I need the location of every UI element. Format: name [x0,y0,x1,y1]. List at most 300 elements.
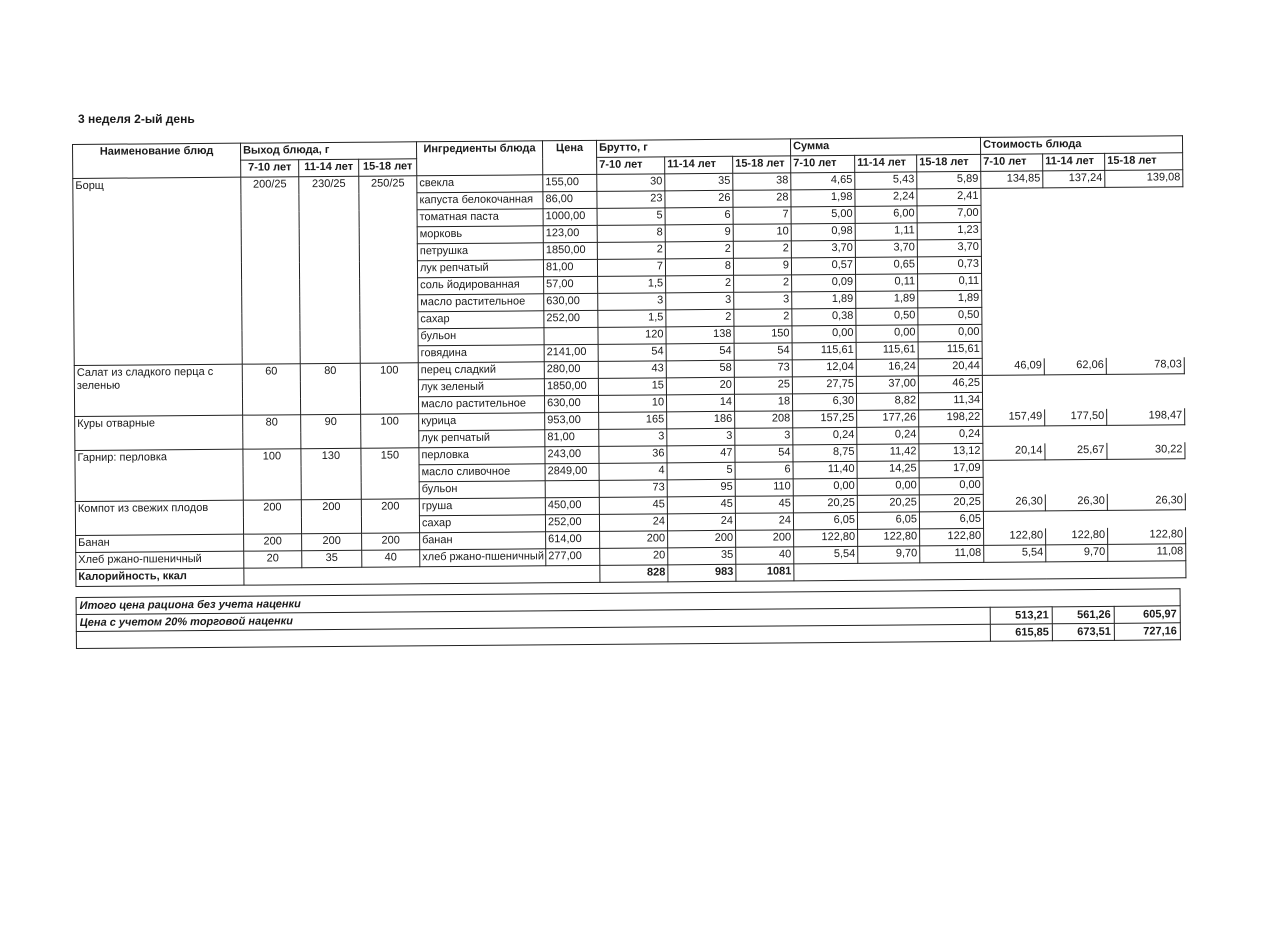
dish-cost: 25,67 [1045,442,1107,459]
dish-cost: 26,30 [1045,493,1107,510]
dish-name: Салат из сладкого перца с зеленью [74,364,242,416]
ingredient-sum: 115,61 [856,342,918,359]
ingredient-sum: 0,00 [919,477,983,495]
calories-spacer [244,565,600,585]
dish-name: Куры отварные [75,415,243,450]
dish-cost-spacer [1106,374,1184,392]
ingredient-sum: 0,98 [791,223,855,241]
ingredient-price: 450,00 [545,497,599,514]
ingredient-brutto: 7 [597,259,665,277]
ingredient-brutto: 150 [734,326,792,343]
ingredient-sum: 14,25 [857,461,919,478]
dish-cost-spacer [1107,391,1185,409]
ingredient-brutto: 165 [599,412,667,430]
ingredient-brutto: 73 [599,480,667,498]
dish-cost: 177,50 [1045,408,1107,425]
ingredient-brutto: 24 [735,513,793,530]
ingredient-brutto: 28 [733,190,791,207]
ingredient-brutto: 36 [599,446,667,464]
ingredient-brutto: 40 [736,547,794,564]
ingredient-sum: 11,08 [920,545,984,563]
ingredient-brutto: 9 [733,258,791,275]
calories-label: Калорийность, ккал [76,568,244,586]
dish-cost-spacer [1106,340,1184,358]
ingredient-brutto: 3 [734,292,792,309]
ingredient-sum: 20,25 [857,495,919,512]
ingredient-price: 1850,00 [543,242,597,259]
ingredient-name: соль йодированная [418,277,544,295]
ingredient-brutto: 47 [667,445,735,463]
ingredient-sum: 11,34 [918,392,982,410]
menu-table [72,135,1186,587]
dish-cost-spacer [1043,187,1105,204]
dish-cost-spacer [981,256,1043,273]
calories-value: 828 [600,565,668,583]
total-no-markup-11-14: 561,26 [1052,606,1114,623]
total-with-markup-15-18: 727,16 [1114,623,1180,641]
dish-cost-spacer [1106,323,1184,341]
ingredient-name: курица [419,413,545,431]
header-output-age-15-18: 15-18 лет [359,159,417,176]
dish-output: 35 [302,550,362,567]
header-output: Выход блюда, г [240,142,416,160]
ingredient-name: лук репчатый [417,260,543,278]
ingredient-name: петрушка [417,243,543,261]
ingredient-brutto: 2 [665,241,733,259]
ingredient-brutto: 110 [735,479,793,496]
dish-output: 150 [361,448,419,499]
dish-output: 230/25 [299,176,360,363]
ingredient-sum: 7,00 [917,205,981,223]
ingredient-sum: 6,30 [793,393,857,411]
ingredient-sum: 6,05 [857,512,919,529]
dish-cost: 9,70 [1046,544,1108,561]
ingredient-price: 252,00 [544,310,598,327]
calories-value: 983 [668,564,736,582]
dish-cost-spacer [1045,459,1107,476]
dish-output: 200/25 [241,177,300,364]
ingredient-name: говядина [418,345,544,363]
ingredient-brutto: 23 [597,191,665,209]
total-with-markup-11-14: 673,51 [1052,623,1114,640]
ingredient-sum: 0,50 [856,308,918,325]
dish-cost-spacer [983,392,1045,409]
ingredient-sum: 1,89 [792,291,856,309]
dish-cost: 198,47 [1107,408,1185,426]
dish-name: Компот из свежих плодов [75,500,243,535]
ingredient-brutto: 10 [733,224,791,241]
total-no-markup-label: Итого цена рациона без учета наценки [76,589,1180,615]
ingredient-sum: 0,24 [793,427,857,445]
dish-output: 90 [301,414,361,448]
dish-output: 100 [360,363,418,414]
dish-cost-spacer [1107,459,1185,477]
ingredient-price: 86,00 [543,191,597,208]
ingredient-brutto: 3 [735,428,793,445]
ingredient-sum: 9,70 [858,546,920,563]
ingredient-sum: 3,70 [917,239,981,257]
ingredient-brutto: 208 [735,411,793,428]
ingredient-sum: 16,24 [856,359,918,376]
dish-cost-spacer [1045,425,1107,442]
ingredient-name: бульон [419,481,545,499]
header-cost-age-7-10: 7-10 лет [981,154,1043,171]
dish-cost-spacer [1106,289,1184,307]
dish-output: 250/25 [359,176,418,363]
ingredient-brutto: 5 [667,462,735,480]
dish-cost-spacer [982,307,1044,324]
ingredient-price: 630,00 [544,293,598,310]
ingredient-sum: 5,89 [917,171,981,189]
ingredient-brutto: 54 [666,343,734,361]
ingredient-sum: 8,75 [793,444,857,462]
ingredient-sum: 122,80 [794,529,858,547]
dish-output: 200 [361,499,419,533]
dish-cost: 62,06 [1044,357,1106,374]
ingredient-brutto: 2 [734,275,792,292]
dish-name: Гарнир: перловка [75,449,243,501]
dish-cost-spacer [1044,272,1106,289]
ingredient-sum: 0,09 [792,274,856,292]
total-no-markup-7-10: 513,21 [990,607,1052,624]
page-title: 3 неделя 2-ый день [78,112,195,126]
dish-output: 200 [244,534,302,551]
ingredient-brutto: 45 [599,497,667,515]
header-brutto-age-7-10: 7-10 лет [597,157,665,175]
dish-cost-spacer [983,460,1045,477]
ingredient-brutto: 54 [735,445,793,462]
header-output-age-7-10: 7-10 лет [241,160,299,177]
header-brutto: Брутто, г [596,139,790,158]
dish-cost: 26,30 [983,494,1045,511]
header-dish-name: Наименование блюд [73,143,241,178]
ingredient-sum: 5,43 [855,172,917,189]
ingredient-name: капуста белокочанная [417,192,543,210]
ingredient-brutto: 18 [734,394,792,411]
dish-output: 40 [362,550,420,567]
ingredient-price: 243,00 [545,446,599,463]
ingredient-sum: 3,70 [855,240,917,257]
dish-cost-spacer [1044,340,1106,357]
header-output-age-11-14: 11-14 лет [299,159,359,176]
ingredient-brutto: 2 [666,309,734,327]
ingredient-brutto: 5 [597,208,665,226]
ingredient-brutto: 3 [667,428,735,446]
total-markup-label: Цена с учетом 20% торговой наценки [76,607,990,631]
calories-spacer [794,561,1186,581]
ingredient-brutto: 6 [735,462,793,479]
dish-cost: 157,49 [983,409,1045,426]
ingredient-brutto: 3 [599,429,667,447]
ingredient-brutto: 25 [734,377,792,394]
dish-name: Банан [76,534,244,552]
dish-cost: 11,08 [1108,544,1186,562]
header-sum-age-15-18: 15-18 лет [917,154,981,172]
menu-table-body [73,136,1186,587]
ingredient-brutto: 138 [666,326,734,344]
ingredient-sum: 0,00 [918,324,982,342]
ingredient-brutto: 54 [734,343,792,360]
ingredient-name: банан [420,532,546,550]
ingredient-name: масло растительное [418,294,544,312]
dish-cost-spacer [1044,306,1106,323]
ingredient-brutto: 2 [597,242,665,260]
ingredient-brutto: 186 [667,411,735,429]
ingredient-name: перловка [419,447,545,465]
dish-cost-spacer [1044,323,1106,340]
dish-cost-spacer [981,239,1043,256]
dish-output: 20 [244,551,302,568]
ingredient-name: свекла [417,175,543,193]
header-brutto-age-11-14: 11-14 лет [665,156,733,174]
dish-cost-spacer [1105,204,1183,222]
dish-cost-spacer [1105,221,1183,239]
header-brutto-age-15-18: 15-18 лет [733,156,791,173]
ingredient-sum: 1,23 [917,222,981,240]
ingredient-sum: 115,61 [918,341,982,359]
ingredient-brutto: 6 [665,207,733,225]
ingredient-brutto: 200 [736,530,794,547]
dish-cost: 26,30 [1107,493,1185,511]
dish-cost-spacer [1043,221,1105,238]
ingredient-price: 81,00 [543,259,597,276]
dish-cost: 46,09 [982,358,1044,375]
ingredient-brutto: 4 [599,463,667,481]
ingredient-price: 614,00 [546,531,600,548]
ingredient-sum: 20,25 [919,494,983,512]
dish-cost-spacer [1044,289,1106,306]
header-ingredients: Ингредиенты блюда [416,141,542,176]
total-with-markup-7-10: 615,85 [990,624,1052,641]
dish-cost: 78,03 [1106,357,1184,375]
ingredient-name: груша [419,498,545,516]
dish-cost-spacer [982,290,1044,307]
ingredient-price: 2141,00 [544,344,598,361]
header-cost-age-11-14: 11-14 лет [1043,153,1105,170]
dish-cost: 122,80 [984,528,1046,545]
ingredient-brutto: 2 [733,241,791,258]
header-sum: Сумма [790,137,980,155]
header-cost: Стоимость блюда [981,136,1183,155]
dish-output: 100 [361,414,419,448]
ingredient-sum: 17,09 [919,460,983,478]
ingredient-sum: 1,89 [856,291,918,308]
ingredient-sum: 0,11 [918,273,982,291]
ingredient-sum: 46,25 [918,375,982,393]
dish-cost-spacer [983,511,1045,528]
dish-cost-spacer [981,188,1043,205]
ingredient-brutto: 54 [598,344,666,362]
dish-cost-spacer [1045,391,1107,408]
ingredient-price: 155,00 [543,174,597,191]
ingredient-sum: 11,40 [793,461,857,479]
ingredient-sum: 6,05 [793,512,857,530]
dish-cost: 20,14 [983,443,1045,460]
dish-cost-spacer [1107,476,1185,494]
ingredient-sum: 0,11 [856,274,918,291]
ingredient-price [544,327,598,344]
dish-output: 80 [300,363,360,414]
ingredient-price: 57,00 [544,276,598,293]
ingredient-brutto: 2 [666,275,734,293]
ingredient-sum: 3,70 [791,240,855,258]
ingredient-brutto: 20 [600,548,668,566]
ingredient-name: масло сливочное [419,464,545,482]
ingredient-sum: 198,22 [919,409,983,427]
ingredient-sum: 0,00 [857,478,919,495]
ingredient-brutto: 1,5 [598,276,666,294]
dish-cost-spacer [1106,306,1184,324]
dish-cost-spacer [981,205,1043,222]
ingredient-brutto: 8 [597,225,665,243]
dish-cost: 137,24 [1043,170,1105,187]
ingredient-brutto: 200 [600,531,668,549]
ingredient-brutto: 95 [667,479,735,497]
ingredient-brutto: 14 [666,394,734,412]
ingredient-brutto: 26 [665,190,733,208]
ingredient-sum: 8,82 [856,393,918,410]
dish-cost-spacer [1043,255,1105,272]
ingredient-name: масло растительное [418,396,544,414]
dish-cost-spacer [981,222,1043,239]
ingredient-price: 123,00 [543,225,597,242]
ingredient-name: хлеб ржано-пшеничный [420,549,546,567]
ingredient-sum: 11,42 [857,444,919,461]
total-no-markup-15-18: 605,97 [1114,606,1180,624]
ingredient-sum: 0,57 [791,257,855,275]
dish-cost-spacer [1044,374,1106,391]
totals-table [76,588,1181,649]
ingredient-sum: 1,11 [855,223,917,240]
ingredient-sum: 177,26 [857,410,919,427]
ingredient-sum: 12,04 [792,359,856,377]
ingredient-sum: 5,00 [791,206,855,224]
ingredient-sum: 13,12 [919,443,983,461]
dish-output: 200 [302,533,362,550]
ingredient-brutto: 30 [597,174,665,192]
ingredient-brutto: 24 [599,514,667,532]
ingredient-sum: 0,00 [793,478,857,496]
ingredient-brutto: 73 [734,360,792,377]
ingredient-price: 953,00 [545,412,599,429]
ingredient-brutto: 58 [666,360,734,378]
ingredient-sum: 0,65 [855,257,917,274]
ingredient-name: томатная паста [417,209,543,227]
dish-output: 200 [301,499,361,533]
ingredient-brutto: 24 [667,513,735,531]
ingredient-price: 277,00 [546,548,600,565]
dish-name: Хлеб ржано-пшеничный [76,551,244,569]
dish-output: 200 [243,500,301,534]
dish-output: 130 [301,448,361,499]
ingredient-sum: 0,38 [792,308,856,326]
dish-cost: 134,85 [981,171,1043,188]
ingredient-sum: 2,41 [917,188,981,206]
ingredient-brutto: 3 [598,293,666,311]
ingredient-sum: 122,80 [920,528,984,546]
ingredient-sum: 0,00 [792,325,856,343]
ingredient-sum: 115,61 [792,342,856,360]
ingredient-sum: 157,25 [793,410,857,428]
ingredient-sum: 1,98 [791,189,855,207]
dish-name: Борщ [73,177,242,365]
dish-cost-spacer [982,341,1044,358]
menu-sheet [72,135,1186,649]
ingredient-brutto: 200 [668,530,736,548]
dish-cost: 122,80 [1046,527,1108,544]
header-sum-age-11-14: 11-14 лет [855,155,917,172]
dish-cost-spacer [983,477,1045,494]
ingredient-brutto: 45 [667,496,735,514]
ingredient-price: 1850,00 [544,378,598,395]
ingredient-sum: 20,44 [918,358,982,376]
dish-cost: 122,80 [1108,527,1186,545]
dish-cost-spacer [983,426,1045,443]
ingredient-brutto: 45 [735,496,793,513]
ingredient-sum: 2,24 [855,189,917,206]
ingredient-name: сахар [418,311,544,329]
ingredient-price: 2849,00 [545,463,599,480]
ingredient-brutto: 35 [668,547,736,565]
ingredient-sum: 122,80 [858,529,920,546]
ingredient-sum: 6,00 [855,206,917,223]
ingredient-sum: 5,54 [794,546,858,564]
ingredient-brutto: 1,5 [598,310,666,328]
dish-cost-spacer [982,375,1044,392]
dish-output: 60 [242,364,300,415]
ingredient-price: 280,00 [544,361,598,378]
ingredient-sum: 6,05 [919,511,983,529]
ingredient-brutto: 35 [665,173,733,191]
ingredient-sum: 20,25 [793,495,857,513]
dish-cost-spacer [1105,238,1183,256]
ingredient-sum: 0,24 [919,426,983,444]
ingredient-brutto: 15 [598,378,666,396]
ingredient-sum: 0,50 [918,307,982,325]
dish-cost-spacer [1107,425,1185,443]
ingredient-brutto: 43 [598,361,666,379]
ingredient-price [545,480,599,497]
ingredient-brutto: 120 [598,327,666,345]
dish-cost-spacer [982,273,1044,290]
ingredient-brutto: 3 [666,292,734,310]
ingredient-sum: 0,73 [917,256,981,274]
ingredient-sum: 37,00 [856,376,918,393]
ingredient-sum: 0,00 [856,325,918,342]
ingredient-name: перец сладкий [418,362,544,380]
header-sum-age-7-10: 7-10 лет [791,155,855,173]
ingredient-name: морковь [417,226,543,244]
dish-cost-spacer [1105,255,1183,273]
ingredient-name: бульон [418,328,544,346]
dish-cost-spacer [1045,476,1107,493]
ingredient-brutto: 10 [598,395,666,413]
dish-cost: 30,22 [1107,442,1185,460]
ingredient-price: 81,00 [545,429,599,446]
dish-output: 80 [243,415,301,449]
header-price: Цена [542,140,596,174]
dish-output: 100 [243,449,301,500]
dish-cost: 139,08 [1105,170,1183,188]
ingredient-name: лук зеленый [418,379,544,397]
dish-cost-spacer [1107,510,1185,528]
ingredient-brutto: 2 [734,309,792,326]
dish-cost-spacer [1105,187,1183,205]
ingredient-price: 252,00 [545,514,599,531]
dish-cost-spacer [1043,204,1105,221]
ingredient-name: сахар [419,515,545,533]
dish-cost: 5,54 [984,545,1046,562]
